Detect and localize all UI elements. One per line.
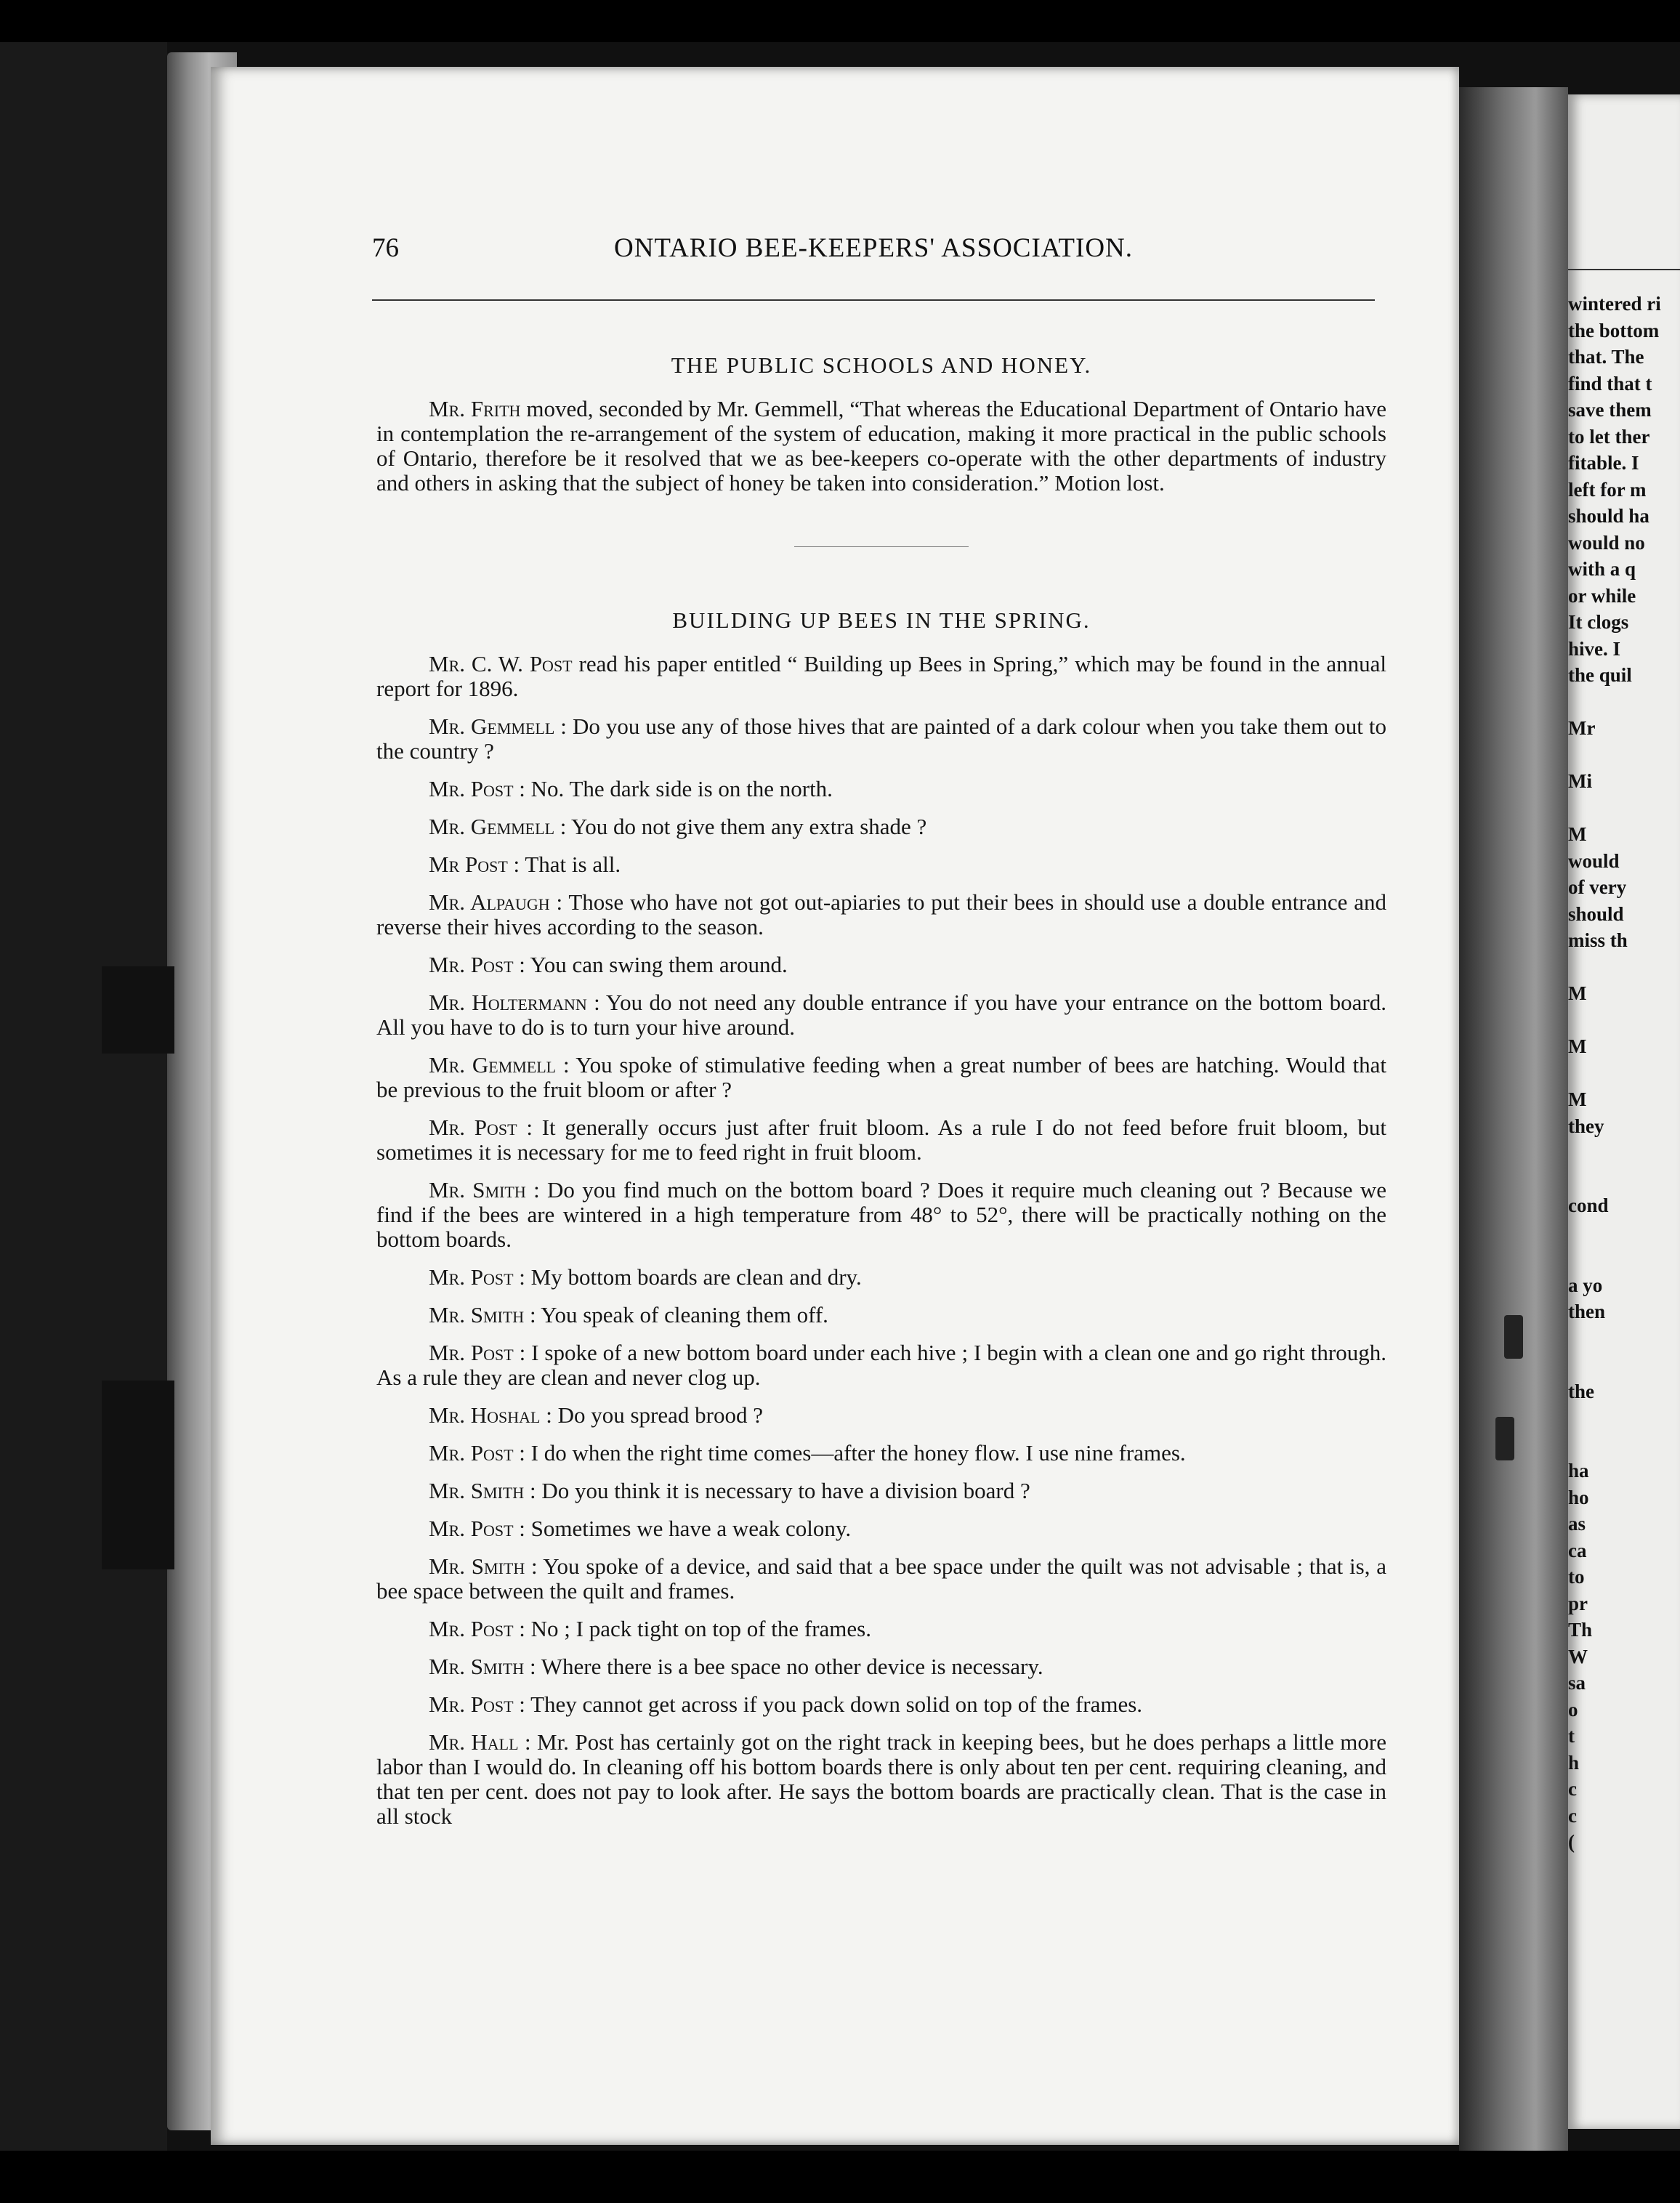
right-page-line: left for m [1568, 478, 1647, 501]
paragraph-text: : You can swing them around. [513, 952, 788, 977]
paragraph-text: : You spoke of stimulative feeding when a great number of bees are hatching. Would that be previous to the fruit bloom or after ? [376, 1052, 1386, 1102]
right-page-line: wintered ri [1568, 293, 1661, 315]
right-page-line [1568, 1007, 1680, 1034]
paragraph-text: : No. The dark side is on the north. [513, 776, 833, 801]
scan-bottom-border [0, 2151, 1680, 2203]
right-page-line: c [1568, 1778, 1577, 1800]
right-page-line: as [1568, 1513, 1586, 1535]
paragraph [376, 1516, 1386, 1541]
right-page-line [1568, 1351, 1680, 1378]
section-separator [794, 546, 969, 547]
speaker-name: Mr. Post [429, 1616, 514, 1641]
speaker-name: Mr. Post [429, 1340, 514, 1365]
right-page-line [1568, 742, 1680, 769]
paragraph-text: : Those who have not got out-apiaries to put their bees in should use a double entrance and reverse their hives according to the season. [376, 889, 1386, 939]
paragraph-text: read his paper entitled “ Building up Bees in Spring,” which may be found in the annual report for 1896. [376, 651, 1386, 701]
paragraph [376, 1053, 1386, 1102]
torn-cover-edge [102, 1381, 174, 1569]
speaker-name: Mr. Hoshal [429, 1402, 541, 1428]
paragraph [376, 1265, 1386, 1290]
right-page-line: the [1568, 1380, 1594, 1402]
paragraph [376, 1479, 1386, 1503]
right-page-line: the quil [1568, 664, 1632, 686]
speaker-name: Mr. Gemmell [429, 1052, 557, 1078]
right-page-line [1568, 1166, 1680, 1193]
right-page-line: c [1568, 1804, 1577, 1827]
right-page-line: to [1568, 1566, 1585, 1588]
paragraph-text: : Do you think it is necessary to have a division board ? [524, 1478, 1030, 1503]
right-page-line: ( [1568, 1831, 1575, 1853]
right-page-line: Mr [1568, 717, 1596, 739]
page-content [376, 353, 1386, 1842]
right-page-rule [1568, 269, 1680, 270]
paragraph [376, 852, 1386, 877]
paragraph [376, 1403, 1386, 1428]
right-page-line: then [1568, 1301, 1606, 1322]
speaker-name: Mr. Hall [429, 1729, 519, 1755]
speaker-name: Mr. Alpaugh [429, 889, 550, 915]
speaker-name: Mr. Smith [429, 1302, 525, 1327]
speaker-name: Mr. C. W. Post [429, 651, 573, 676]
right-page-line [1568, 1431, 1680, 1458]
paragraph-text: : You do not give them any extra shade ? [554, 814, 927, 839]
right-page-line: W [1568, 1645, 1588, 1668]
speaker-name: Mr. Smith [429, 1177, 526, 1202]
right-page-line [1568, 795, 1680, 822]
right-page-line: would no [1568, 531, 1645, 554]
right-page-line: pr [1568, 1592, 1588, 1614]
right-page-line [1568, 1404, 1680, 1431]
right-page-line [1568, 1139, 1680, 1166]
right-page-line: should ha [1568, 505, 1649, 527]
paragraph [376, 1554, 1386, 1604]
paragraph [376, 1730, 1386, 1829]
running-title: ONTARIO BEE-KEEPERS' ASSOCIATION. [613, 233, 1134, 263]
paragraph-text: : That is all. [507, 852, 621, 877]
right-page-line [1568, 1060, 1680, 1087]
section-title-building-up-bees: BUILDING UP BEES IN THE SPRING. [672, 607, 1091, 633]
right-page-line: M [1568, 1035, 1587, 1057]
paragraph-text: : They cannot get across if you pack down solid on top of the frames. [513, 1691, 1143, 1717]
paragraph-text: : Do you spread brood ? [540, 1402, 763, 1428]
speaker-name: Mr. Smith [429, 1553, 525, 1579]
speaker-name: Mr. Gemmell [429, 814, 555, 839]
scan-left-background [0, 42, 167, 2203]
paragraph [376, 1692, 1386, 1717]
right-page-line: It clogs [1568, 611, 1629, 633]
paragraph-text: : No ; I pack tight on top of the frames. [513, 1616, 871, 1641]
paragraph-text: : It generally occurs just after fruit bloom. As a rule I do not feed before fruit bloom, but sometimes it is necessary for me to feed right in fruit bloom. [376, 1115, 1386, 1165]
right-page-line: sa [1568, 1672, 1586, 1694]
paragraph [376, 1303, 1386, 1327]
paragraph-text: : Mr. Post has certainly got on the right track in keeping bees, but he does perhaps a little more labor than I would do. In cleaning off his bottom boards there is only about ten per cent. requiring cleaning, and that ten per cent. does not pay to look after. He says the bottom boards are practically clean. That is the case in all stock [376, 1729, 1386, 1829]
right-page-line: o [1568, 1698, 1578, 1721]
right-page-line: M [1568, 823, 1587, 845]
right-page-line: find that t [1568, 372, 1652, 395]
paragraph [376, 1115, 1386, 1165]
paragraph-text: moved, seconded by Mr. Gemmell, “That whereas the Educational Department of Ontario have in contemplation the re-arrangement of the system of education, making it more practical in the public schools of Ontario, therefore be it resolved that we as bee-keepers co-operate with the other departments of industry and others in asking that the subject of honey be taken into consideration.” Motion lost. [376, 396, 1386, 496]
paragraph-text: : You speak of cleaning them off. [524, 1302, 828, 1327]
paragraph [376, 1441, 1386, 1466]
right-page-line: hive. I [1568, 637, 1621, 660]
right-page-line: to let ther [1568, 425, 1650, 448]
speaker-name: Mr. Smith [429, 1654, 525, 1679]
right-page-line: they [1568, 1115, 1604, 1137]
right-page-line: Th [1568, 1619, 1593, 1641]
right-page-line: fitable. I [1568, 452, 1639, 474]
right-page-text [1568, 291, 1680, 1856]
paragraph [376, 1617, 1386, 1641]
speaker-name: Mr. Holtermann [429, 990, 587, 1015]
speaker-name: Mr. Post [429, 1440, 514, 1466]
right-page-line: should [1568, 902, 1624, 925]
paragraph [376, 814, 1386, 839]
speaker-name: Mr. Post [429, 1691, 514, 1717]
paragraph-text: : I do when the right time comes—after the honey flow. I use nine frames. [513, 1440, 1186, 1466]
right-page-line: with a q [1568, 558, 1636, 580]
torn-cover-edge [102, 966, 174, 1054]
speaker-name: Mr Post [429, 852, 508, 877]
speaker-name: Mr. Post [429, 776, 514, 801]
section-public-schools [376, 397, 1386, 496]
speaker-name: Mr. Post [429, 1516, 514, 1541]
paragraph-text: : My bottom boards are clean and dry. [513, 1264, 862, 1290]
paragraph [376, 990, 1386, 1040]
paragraph [376, 652, 1386, 701]
right-page-line: ca [1568, 1539, 1587, 1561]
right-page-line: M [1568, 982, 1587, 1004]
paragraph-text: : Do you find much on the bottom board ? Does it require much cleaning out ? Because we find if the bees are wintered in a high temperature from 48° to 52°, there will be practically nothing on the bottom boards. [376, 1177, 1386, 1252]
paragraph [376, 1341, 1386, 1390]
speaker-name: Mr. Post [429, 1115, 517, 1140]
speaker-name: Mr. Post [429, 952, 514, 977]
speaker-name: Mr. Smith [429, 1478, 525, 1503]
header-rule [372, 299, 1375, 301]
right-page-line: or while [1568, 584, 1636, 607]
right-page-line [1568, 1219, 1680, 1246]
paragraph [376, 1654, 1386, 1679]
section-title-public-schools: THE PUBLIC SCHOOLS AND HONEY. [671, 352, 1092, 378]
right-page-line: the bottom [1568, 319, 1660, 341]
paragraph-text: : You do not need any double entrance if you have your entrance on the bottom board. All you have to do is to turn your hive around. [376, 990, 1386, 1040]
right-page-line: M [1568, 1088, 1587, 1110]
right-page-line [1568, 1245, 1680, 1272]
scan-top-border [0, 0, 1680, 42]
paragraph [376, 953, 1386, 977]
speaker-name: Mr. Frith [429, 396, 521, 421]
binding-clip [1495, 1417, 1514, 1460]
paragraph-text: : Where there is a bee space no other device is necessary. [524, 1654, 1043, 1679]
binding-clip [1504, 1315, 1523, 1359]
right-page-line [1568, 1325, 1680, 1352]
paragraph [376, 397, 1386, 496]
right-page-line: cond [1568, 1195, 1609, 1216]
right-page-line: would [1568, 849, 1620, 872]
right-page-fragment [1568, 94, 1680, 2129]
right-page-line [1568, 954, 1680, 981]
book-gutter [1459, 87, 1568, 2151]
paragraph [376, 1178, 1386, 1252]
right-page-line: that. The [1568, 346, 1644, 368]
speaker-name: Mr. Post [429, 1264, 514, 1290]
speaker-name: Mr. Gemmell [429, 714, 555, 739]
paragraph-text: : You spoke of a device, and said that a bee space under the quilt was not advisable ; that is, a bee space between the quilt and frames. [376, 1553, 1386, 1604]
page-number: 76 [372, 233, 399, 263]
paragraph-text: : Do you use any of those hives that are painted of a dark colour when you take them out to the country ? [376, 714, 1386, 764]
right-page-line: ha [1568, 1460, 1589, 1482]
right-page-line: a yo [1568, 1274, 1603, 1296]
paragraph-text: : Sometimes we have a weak colony. [513, 1516, 852, 1541]
right-page-line: ho [1568, 1486, 1589, 1508]
right-page-line: of very [1568, 876, 1627, 898]
paragraph-text: : I spoke of a new bottom board under each hive ; I begin with a clean one and go right through. As a rule they are clean and never clog up. [376, 1340, 1386, 1390]
right-page-line: miss th [1568, 929, 1628, 951]
right-page-line [1568, 689, 1680, 716]
paragraph [376, 890, 1386, 939]
page-header [372, 233, 1375, 269]
paragraph [376, 777, 1386, 801]
right-page-line: save them [1568, 399, 1652, 421]
section-building-up-bees [376, 652, 1386, 1829]
paragraph [376, 714, 1386, 764]
right-page-line: h [1568, 1751, 1580, 1774]
right-page-line: Mi [1568, 770, 1592, 792]
right-page-line: t [1568, 1725, 1575, 1747]
